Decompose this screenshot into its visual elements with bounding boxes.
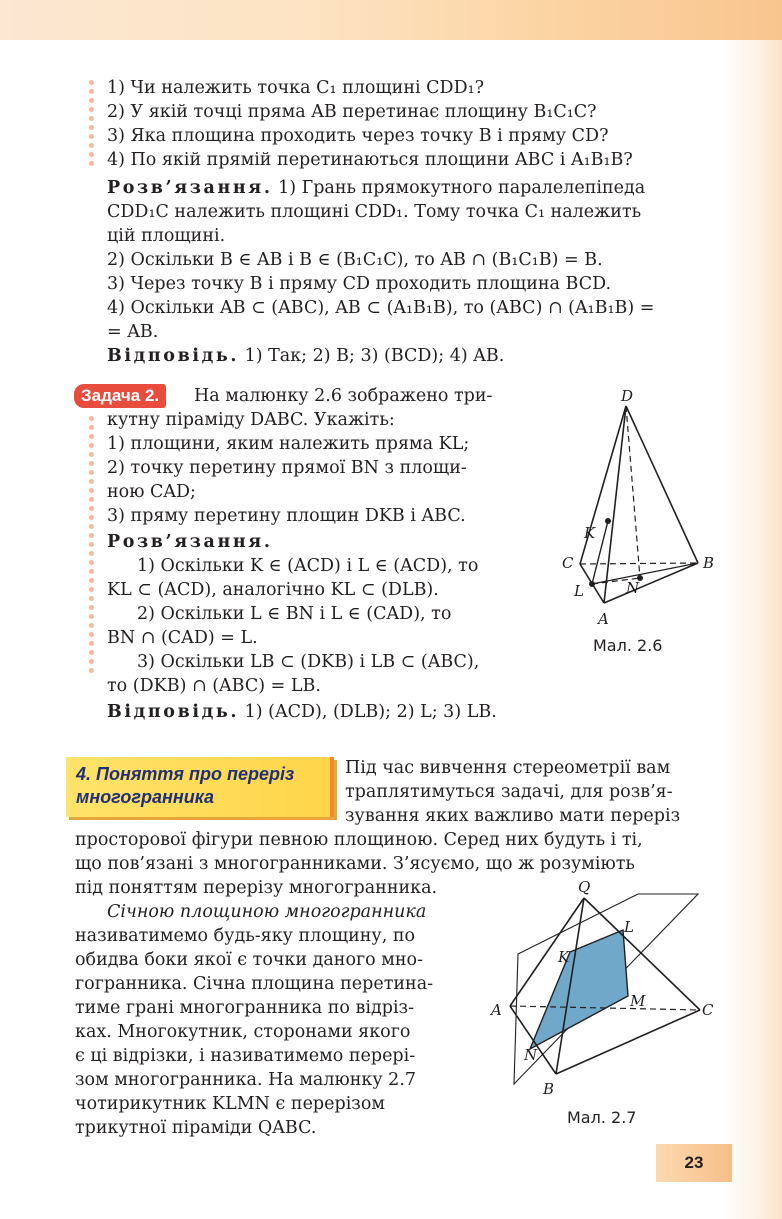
definition-line-2: називатимемо будь-яку площину, по	[75, 926, 416, 946]
label-D: D	[621, 387, 634, 405]
section-intro-line-1: Під час вивчення стереометрії вам	[345, 758, 671, 778]
task-2-solution-line-4: BN ∩ (CAD) = L.	[107, 628, 258, 648]
solution-1-line-5: 3) Через точку B і пряму CD проходить площина BCD.	[107, 274, 612, 294]
edge-AB	[604, 563, 698, 603]
task-2-solution-line-3: 2) Оскільки L ∈ BN і L ∈ (CAD), то	[137, 604, 452, 624]
section-heading-box	[66, 757, 334, 817]
definition-line-5: тиме грані многогранника по відріз-	[75, 998, 414, 1018]
task-2-line-2: кутну піраміду DABC. Укажіть:	[107, 410, 395, 430]
solution-1-line-7: = AB.	[107, 322, 159, 342]
task-2-line-6: 3) пряму перетину площин DKB і ABC.	[107, 506, 466, 526]
solution-1-label: Розв’язання.	[107, 178, 273, 198]
task-2-line-3: 1) площини, яким належить пряма KL;	[107, 434, 470, 454]
label-A: A	[598, 610, 609, 628]
definition-line-8: зом многогранника. На малюнку 2.7	[75, 1070, 417, 1090]
definition-line-1: Січною площиною многогранника	[107, 902, 427, 922]
label-L: L	[574, 582, 584, 600]
question-2: 2) У якій точці пряма AB перетинає площину B₁C₁C?	[107, 102, 597, 122]
task-2-badge: Задача 2.	[74, 384, 166, 408]
task-2-line-5: ною CAD;	[107, 482, 196, 502]
definition-line-10: трикутної піраміди QABC.	[75, 1118, 317, 1138]
figure-2-6-pyramid	[548, 388, 728, 628]
definition-line-4: гогранника. Січна площина перетина-	[75, 974, 434, 994]
label-N: N	[626, 579, 640, 597]
label-A: A	[491, 1001, 502, 1019]
solution-1-line-1: Розв’язання. 1) Грань прямокутного паралелепіпеда	[107, 178, 646, 198]
task-2-solution-line-2: KL ⊂ (ACD), аналогічно KL ⊂ (DLB).	[107, 580, 439, 600]
task-2-line-4: 2) точку перетину прямої BN з площи-	[107, 458, 467, 478]
question-4: 4) По якій прямій перетинаються площини ABC і A₁B₁B?	[107, 150, 633, 170]
figure-2-7-pyramid-section	[488, 878, 728, 1104]
section-KLMN	[530, 930, 628, 1049]
section-intro-line-3: зування яких важливо мати переріз	[345, 806, 681, 826]
section-intro-line-5: що пов’язані з многогранниками. З’ясуємо, що ж розуміють	[75, 854, 635, 874]
definition-line-6: ках. Многокутник, сторонами якого	[75, 1022, 411, 1042]
solution-1-line-3: цій площині.	[107, 226, 226, 246]
label-B: B	[543, 1080, 555, 1098]
point-K	[605, 518, 611, 524]
answer-2-label: Відповідь.	[107, 702, 240, 722]
question-3: 3) Яка площина проходить через точку B і пряму CD?	[107, 126, 609, 146]
point-L	[589, 581, 595, 587]
task-2-line-1: На малюнку 2.6 зображено три-	[194, 386, 493, 406]
section-intro-line-2: траплятимуться задачі, для розв’я-	[345, 782, 673, 802]
definition-line-3: обидва боки якої є точки даного мно-	[75, 950, 423, 970]
task-2-solution-line-5: 3) Оскільки LB ⊂ (DKB) і LB ⊂ (ABC),	[137, 652, 480, 672]
question-dots	[89, 80, 94, 170]
label-L: L	[624, 918, 634, 936]
label-Q: Q	[578, 878, 591, 896]
label-B: B	[703, 554, 715, 572]
page-number: 23	[656, 1144, 732, 1182]
solution-1-line-2: CDD₁C належить площині CDD₁. Тому точка C₁ належить	[107, 202, 642, 222]
task-2-solution-line-1: 1) Оскільки K ∈ (ACD) і L ∈ (ACD), то	[137, 556, 479, 576]
figure-2-6-caption: Мал. 2.6	[593, 636, 663, 655]
label-N: N	[524, 1046, 538, 1064]
answer-2: Відповідь. 1) (ACD), (DLB); 2) L; 3) LB.	[107, 702, 497, 722]
question-1: 1) Чи належить точка C₁ площині CDD₁?	[107, 78, 484, 98]
definition-line-7: є ці відрізки, і називатимемо перері-	[75, 1046, 416, 1066]
label-M: M	[630, 992, 646, 1010]
section-intro-line-6: під поняттям перерізу многогранника.	[75, 878, 438, 898]
task-2-solution-label: Розв’язання.	[107, 532, 273, 552]
solution-1-line-4: 2) Оскільки B ∈ AB і B ∈ (B₁C₁C), то AB ∩ (B₁C₁B) = B.	[107, 250, 603, 270]
top-decorative-band	[0, 0, 782, 40]
definition-line-9: чотирикутник KLMN є перерізом	[75, 1094, 385, 1114]
right-decorative-band	[722, 40, 782, 1219]
answer-1-label: Відповідь.	[107, 346, 240, 366]
task-2-solution-line-6: то (DKB) ∩ (ABC) = LB.	[107, 676, 321, 696]
label-C: C	[702, 1001, 714, 1019]
label-K: K	[584, 524, 596, 542]
edge-DA	[604, 406, 626, 603]
solution-1-line-6: 4) Оскільки AB ⊂ (ABC), AB ⊂ (A₁B₁B), то (ABC) ∩ (A₁B₁B) =	[107, 298, 655, 318]
label-C: C	[562, 554, 574, 572]
answer-1: Відповідь. 1) Так; 2) B; 3) (BCD); 4) AB.	[107, 346, 505, 366]
section-intro-line-4: просторової фігури певною площиною. Серед них будуть і ті,	[75, 830, 643, 850]
task-2-dots	[89, 416, 94, 677]
label-K: K	[558, 948, 570, 966]
figure-2-7-caption: Мал. 2.7	[567, 1108, 637, 1127]
section-title: 4. Поняття про переріз многогранника	[76, 764, 295, 807]
